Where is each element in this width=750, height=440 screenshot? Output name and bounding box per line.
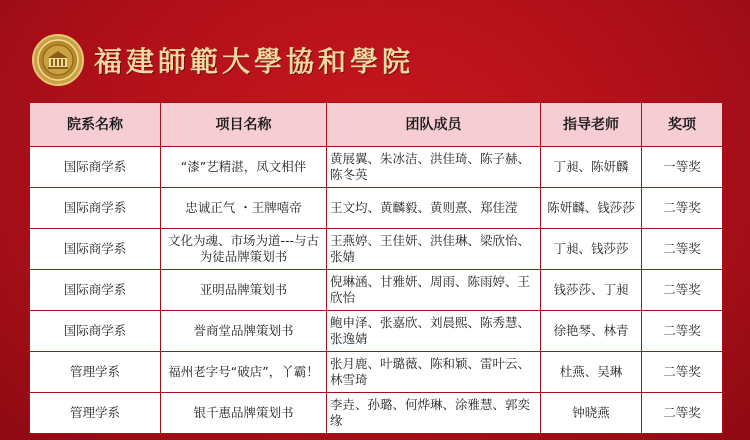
cell-dept: 国际商学系 [30,229,161,270]
column-header-advisor: 指导老师 [541,103,642,147]
column-header-award: 奖项 [642,103,723,147]
table-row [30,393,723,434]
cell-award: 二等奖 [642,352,723,393]
column-header-project: 项目名称 [161,103,327,147]
cell-award: 一等奖 [642,147,723,188]
cell-dept: 国际商学系 [30,311,161,352]
cell-project: 福州老字号“破店”，丫霸！ [161,352,327,393]
institution-name: 福建師範大學協和學院 [94,45,415,78]
cell-project: 忠诚正气 ・王牌嘻帝 [161,188,327,229]
cell-project: 银千惠品牌策划书 [161,393,327,434]
cell-members: 李垚、孙璐、何烨琳、涂雅慧、郭奕缘 [327,393,541,434]
table-row [30,270,723,311]
cell-advisor: 陈妍麟、钱莎莎 [541,188,642,229]
table-body [30,147,723,434]
cell-award: 二等奖 [642,270,723,311]
cell-members: 张月鹿、叶璐薇、陈和颖、雷叶云、林雪琦 [327,352,541,393]
cell-advisor: 丁昶、钱莎莎 [541,229,642,270]
university-seal-icon [32,34,84,86]
cell-advisor: 丁昶、陈妍麟 [541,147,642,188]
table-row [30,188,723,229]
cell-members: 王文均、黄麟毅、黄则熹、郑佳滢 [327,188,541,229]
cell-advisor: 钟晓燕 [541,393,642,434]
column-header-members: 团队成员 [327,103,541,147]
cell-members: 王燕婷、王佳妍、洪佳琳、梁欣怡、张婧 [327,229,541,270]
cell-dept: 国际商学系 [30,270,161,311]
cell-dept: 管理学系 [30,352,161,393]
header-row [30,103,723,147]
cell-project: 誉商堂品牌策划书 [161,311,327,352]
column-header-dept: 院系名称 [30,103,161,147]
table-row [30,311,723,352]
table-row [30,229,723,270]
seal-building-icon [36,38,80,82]
cell-advisor: 钱莎莎、丁昶 [541,270,642,311]
cell-dept: 国际商学系 [30,147,161,188]
cell-dept: 国际商学系 [30,188,161,229]
cell-advisor: 杜燕、吴琳 [541,352,642,393]
table-header [30,103,723,147]
cell-award: 二等奖 [642,229,723,270]
cell-advisor: 徐艳琴、林青 [541,311,642,352]
cell-members: 黄展翼、朱冰洁、洪佳琦、陈子赫、陈冬英 [327,147,541,188]
award-table [29,102,723,434]
table-row [30,352,723,393]
cell-project: 文化为魂、市场为道---与古为徒品牌策划书 [161,229,327,270]
cell-award: 二等奖 [642,393,723,434]
cell-members: 鲍申泽、张嘉欣、刘晨熙、陈秀慧、张逸婧 [327,311,541,352]
table-row [30,147,723,188]
award-table-container [29,102,722,428]
cell-members: 倪琳涵、甘雅妍、周雨、陈雨婷、王欣怡 [327,270,541,311]
cell-award: 二等奖 [642,188,723,229]
cell-project: 亚明品牌策划书 [161,270,327,311]
cell-award: 二等奖 [642,311,723,352]
header [32,34,414,86]
cell-project: “漆”艺精湛，凤文相伴 [161,147,327,188]
cell-dept: 管理学系 [30,393,161,434]
